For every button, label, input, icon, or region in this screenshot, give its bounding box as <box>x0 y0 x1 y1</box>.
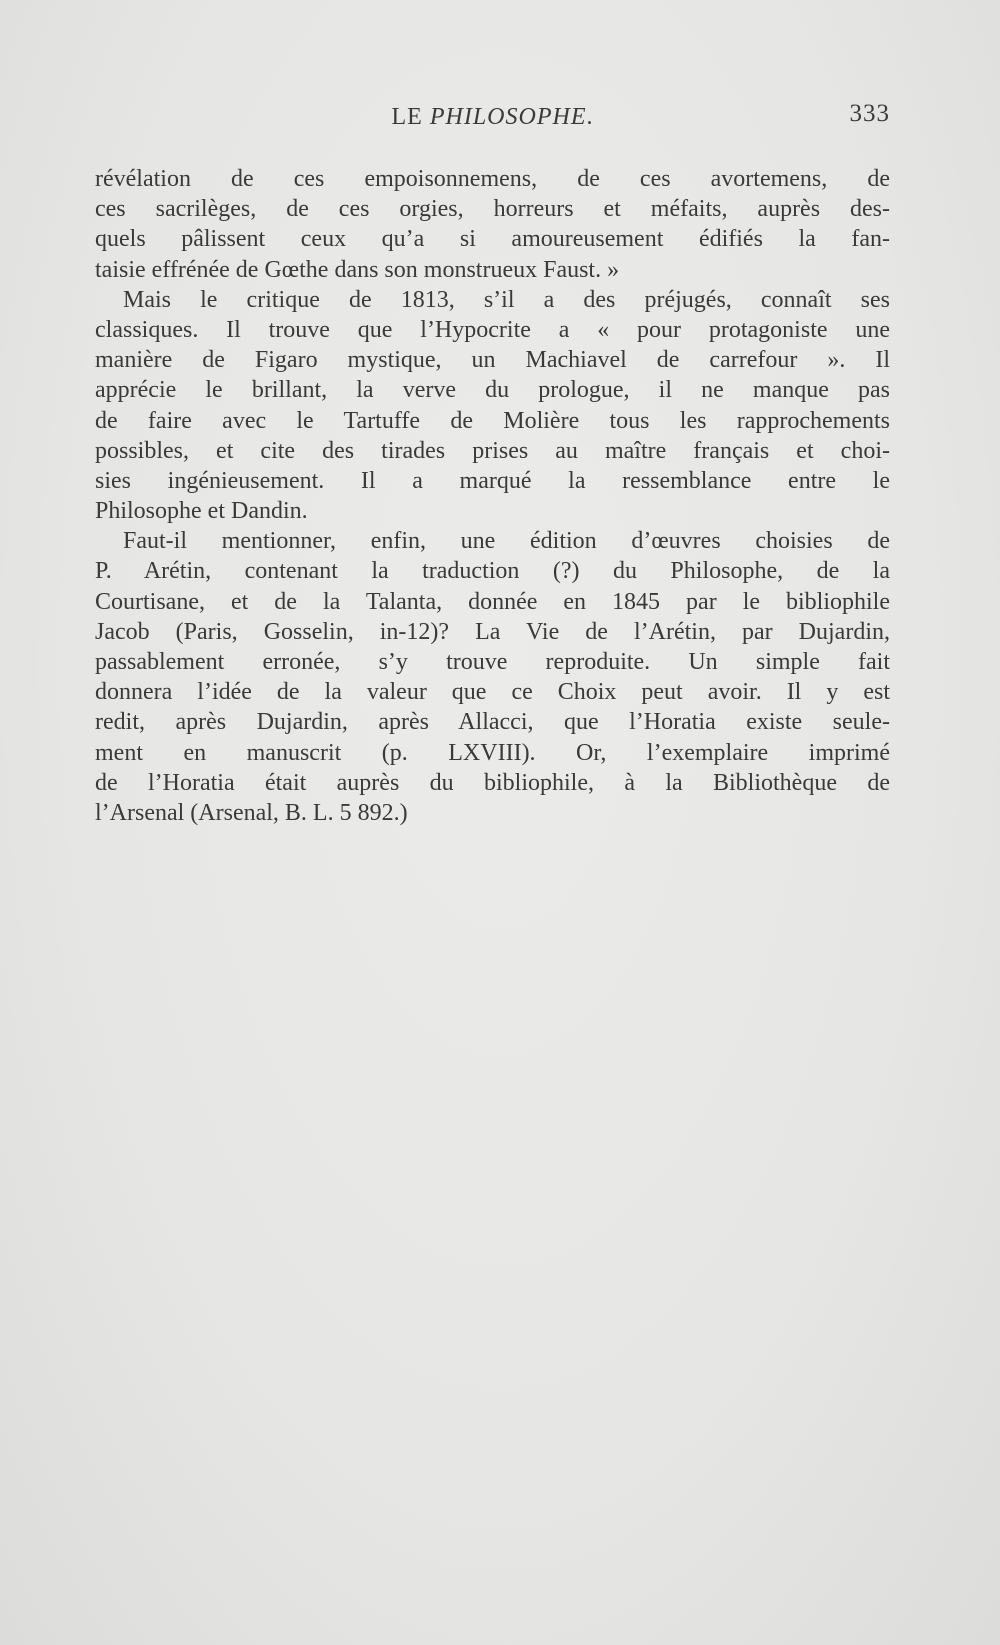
text-line-content: de l’Horatia était auprès du bibliophile, à la Bibliothèque de <box>95 769 890 796</box>
text-line <box>95 345 890 375</box>
text-line <box>95 768 890 798</box>
text-line <box>95 587 890 617</box>
text-line <box>95 798 890 828</box>
text-line-content: manière de Figaro mystique, un Machiavel de carrefour ». Il <box>95 347 890 374</box>
text-line <box>95 496 890 526</box>
text-line <box>95 677 890 707</box>
text-line-content: Jacob (Paris, Gosselin, in-12)? La Vie de l’Arétin, par Dujardin, <box>95 618 890 645</box>
body-text <box>95 164 890 828</box>
text-line <box>95 406 890 436</box>
text-line-content: Mais le critique de 1813, s’il a des préjugés, connaît ses <box>123 286 890 313</box>
text-line-content: Faut-il mentionner, enfin, une édition d’œuvres choisies de <box>123 528 890 555</box>
text-line <box>95 526 890 556</box>
text-line-content: apprécie le brillant, la verve du prologue, il ne manque pas <box>95 377 890 404</box>
text-line-content: quels pâlissent ceux qu’a si amoureusement édifiés la fan- <box>95 226 890 253</box>
text-line <box>95 375 890 405</box>
text-line <box>95 164 890 194</box>
running-title-italic: PHILOSOPHE <box>429 104 587 130</box>
text-line <box>95 738 890 768</box>
text-line-content: l’Arsenal (Arsenal, B. L. 5 892.) <box>95 799 408 826</box>
running-title-suffix: . <box>586 104 594 130</box>
text-line-content: Philosophe et Dandin. <box>95 498 308 525</box>
text-line <box>95 707 890 737</box>
text-line <box>95 224 890 254</box>
text-line <box>95 466 890 496</box>
text-line-content: classiques. Il trouve que l’Hypocrite a « pour protagoniste une <box>95 316 890 343</box>
text-line-content: ces sacrilèges, de ces orgies, horreurs et méfaits, auprès des- <box>95 196 890 223</box>
text-line-content: Courtisane, et de la Talanta, donnée en 1845 par le bibliophile <box>95 588 890 615</box>
text-line-content: révélation de ces empoisonnemens, de ces avortemens, de <box>95 166 890 192</box>
text-line <box>95 436 890 466</box>
text-line <box>95 285 890 315</box>
text-line <box>95 556 890 586</box>
page-number: 333 <box>849 100 890 127</box>
text-line-content: taisie effrénée de Gœthe dans son monstrueux Faust. » <box>95 256 620 283</box>
text-line-content: sies ingénieusement. Il a marqué la ressemblance entre le <box>95 467 890 494</box>
text-line <box>95 617 890 647</box>
running-title <box>95 104 890 131</box>
text-line-content: donnera l’idée de la valeur que ce Choix peut avoir. Il y est <box>95 679 890 706</box>
text-line-content: passablement erronée, s’y trouve reproduite. Un simple fait <box>95 649 890 675</box>
text-line-content: P. Arétin, contenant la traduction (?) du Philosophe, de la <box>95 558 890 585</box>
text-line-content: possibles, et cite des tirades prises au maître français et choi- <box>95 437 890 464</box>
running-title-prefix: LE <box>391 104 430 130</box>
text-line-content: redit, après Dujardin, après Allacci, que l’Horatia existe seule- <box>95 709 890 736</box>
running-head <box>95 100 890 140</box>
text-line-content: ment en manuscrit (p. LXVIII). Or, l’exemplaire imprimé <box>95 739 890 766</box>
text-line <box>95 315 890 345</box>
text-line-content: de faire avec le Tartuffe de Molière tous les rapprochements <box>95 407 890 434</box>
text-line <box>95 194 890 224</box>
text-line <box>95 255 890 285</box>
text-line <box>95 647 890 677</box>
